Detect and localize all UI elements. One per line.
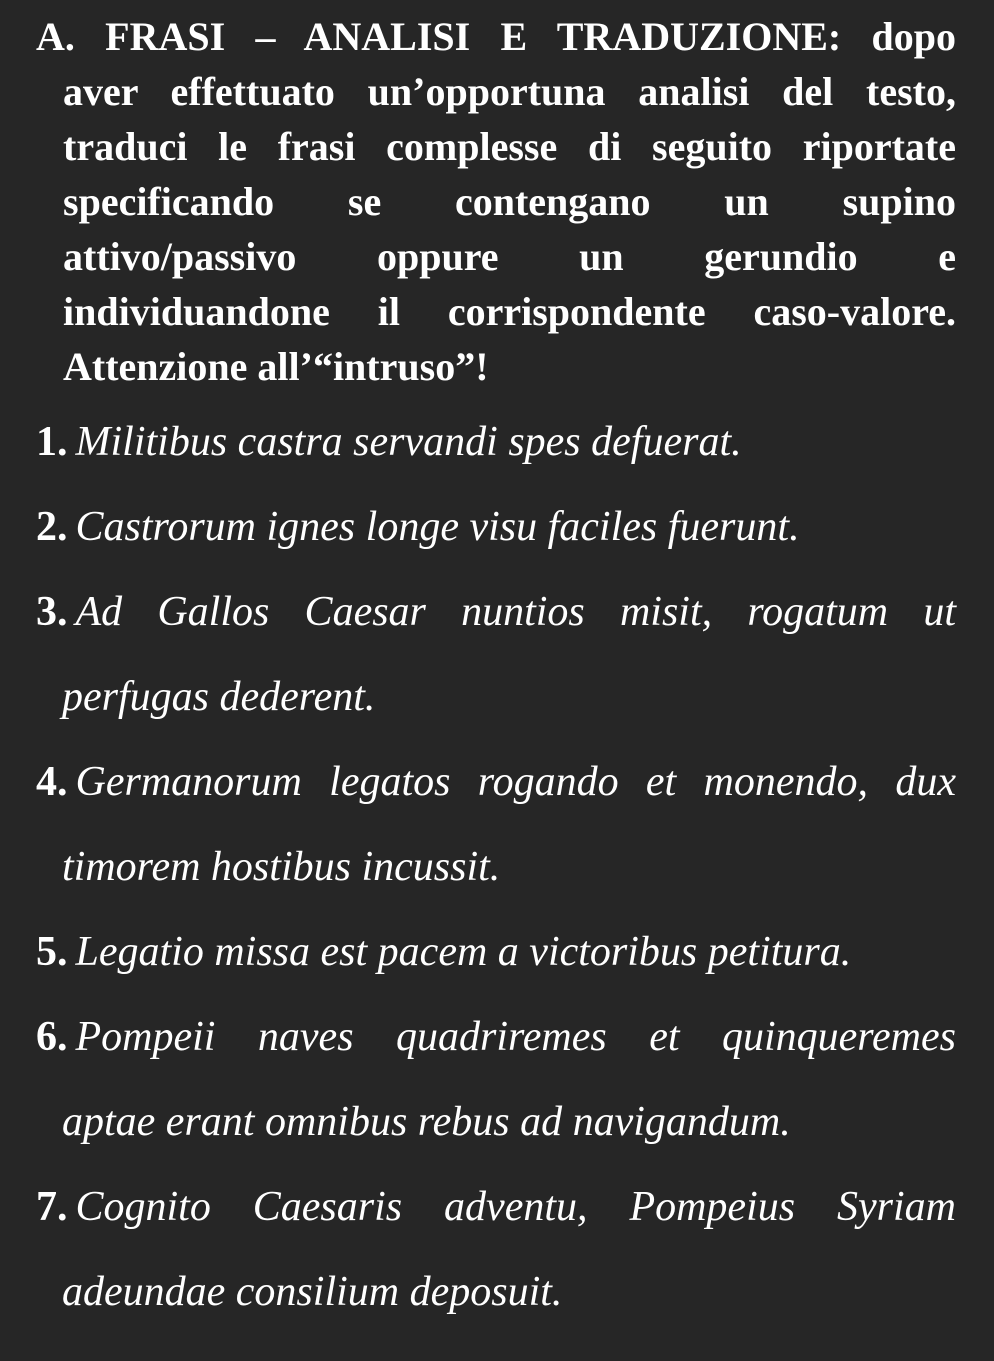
sentence-number: 6.: [36, 1014, 68, 1060]
heading-line: aver effettuato un’opportuna analisi del testo,: [63, 69, 956, 114]
heading-line: A. FRASI – ANALISI E TRADUZIONE: dopo: [36, 14, 956, 59]
sentence-item: [36, 1165, 956, 1335]
sentence-text-continuation: adeundae consilium deposuit.: [62, 1269, 563, 1315]
exercise-heading: [36, 9, 956, 394]
sentence-number: 4.: [36, 759, 68, 805]
sentence-text-continuation: aptae erant omnibus rebus ad navigandum.: [62, 1099, 791, 1145]
sentence-item: [36, 995, 956, 1165]
sentence-text: Militibus castra servandi spes defuerat.: [75, 419, 742, 465]
heading-line: attivo/passivo oppure un gerundio e: [63, 234, 956, 279]
sentence-number: 5.: [36, 929, 68, 975]
sentence-text-continuation: perfugas dederent.: [62, 674, 376, 720]
heading-line: individuandone il corrispondente caso-valore.: [63, 289, 956, 334]
sentence-text: Pompeii naves quadriremes et quinqueremes: [75, 1014, 956, 1060]
heading-line: traduci le frasi complesse di seguito riportate: [63, 124, 956, 169]
sentence-number: 7.: [36, 1184, 68, 1230]
sentence-text: Castrorum ignes longe visu faciles fuerunt.: [75, 504, 800, 550]
sentence-item: [36, 485, 956, 570]
sentence-number: 3.: [36, 589, 68, 635]
sentence-number: 1.: [36, 419, 68, 465]
sentence-text-continuation: timorem hostibus incussit.: [62, 844, 501, 890]
sentence-number: 2.: [36, 504, 68, 550]
sentence-item: [36, 910, 956, 995]
sentence-item: [36, 740, 956, 910]
heading-line: specificando se contengano un supino: [63, 179, 956, 224]
sentence-text: Cognito Caesaris adventu, Pompeius Syriam: [75, 1184, 956, 1230]
heading-line: Attenzione all’“intruso”!: [63, 344, 489, 389]
sentence-text: Germanorum legatos rogando et monendo, dux: [75, 759, 956, 805]
sentence-text: Legatio missa est pacem a victoribus petitura.: [75, 929, 852, 975]
sentence-item: [36, 400, 956, 485]
sentence-text: Ad Gallos Caesar nuntios misit, rogatum ut: [75, 589, 956, 635]
sentence-item: [36, 570, 956, 740]
